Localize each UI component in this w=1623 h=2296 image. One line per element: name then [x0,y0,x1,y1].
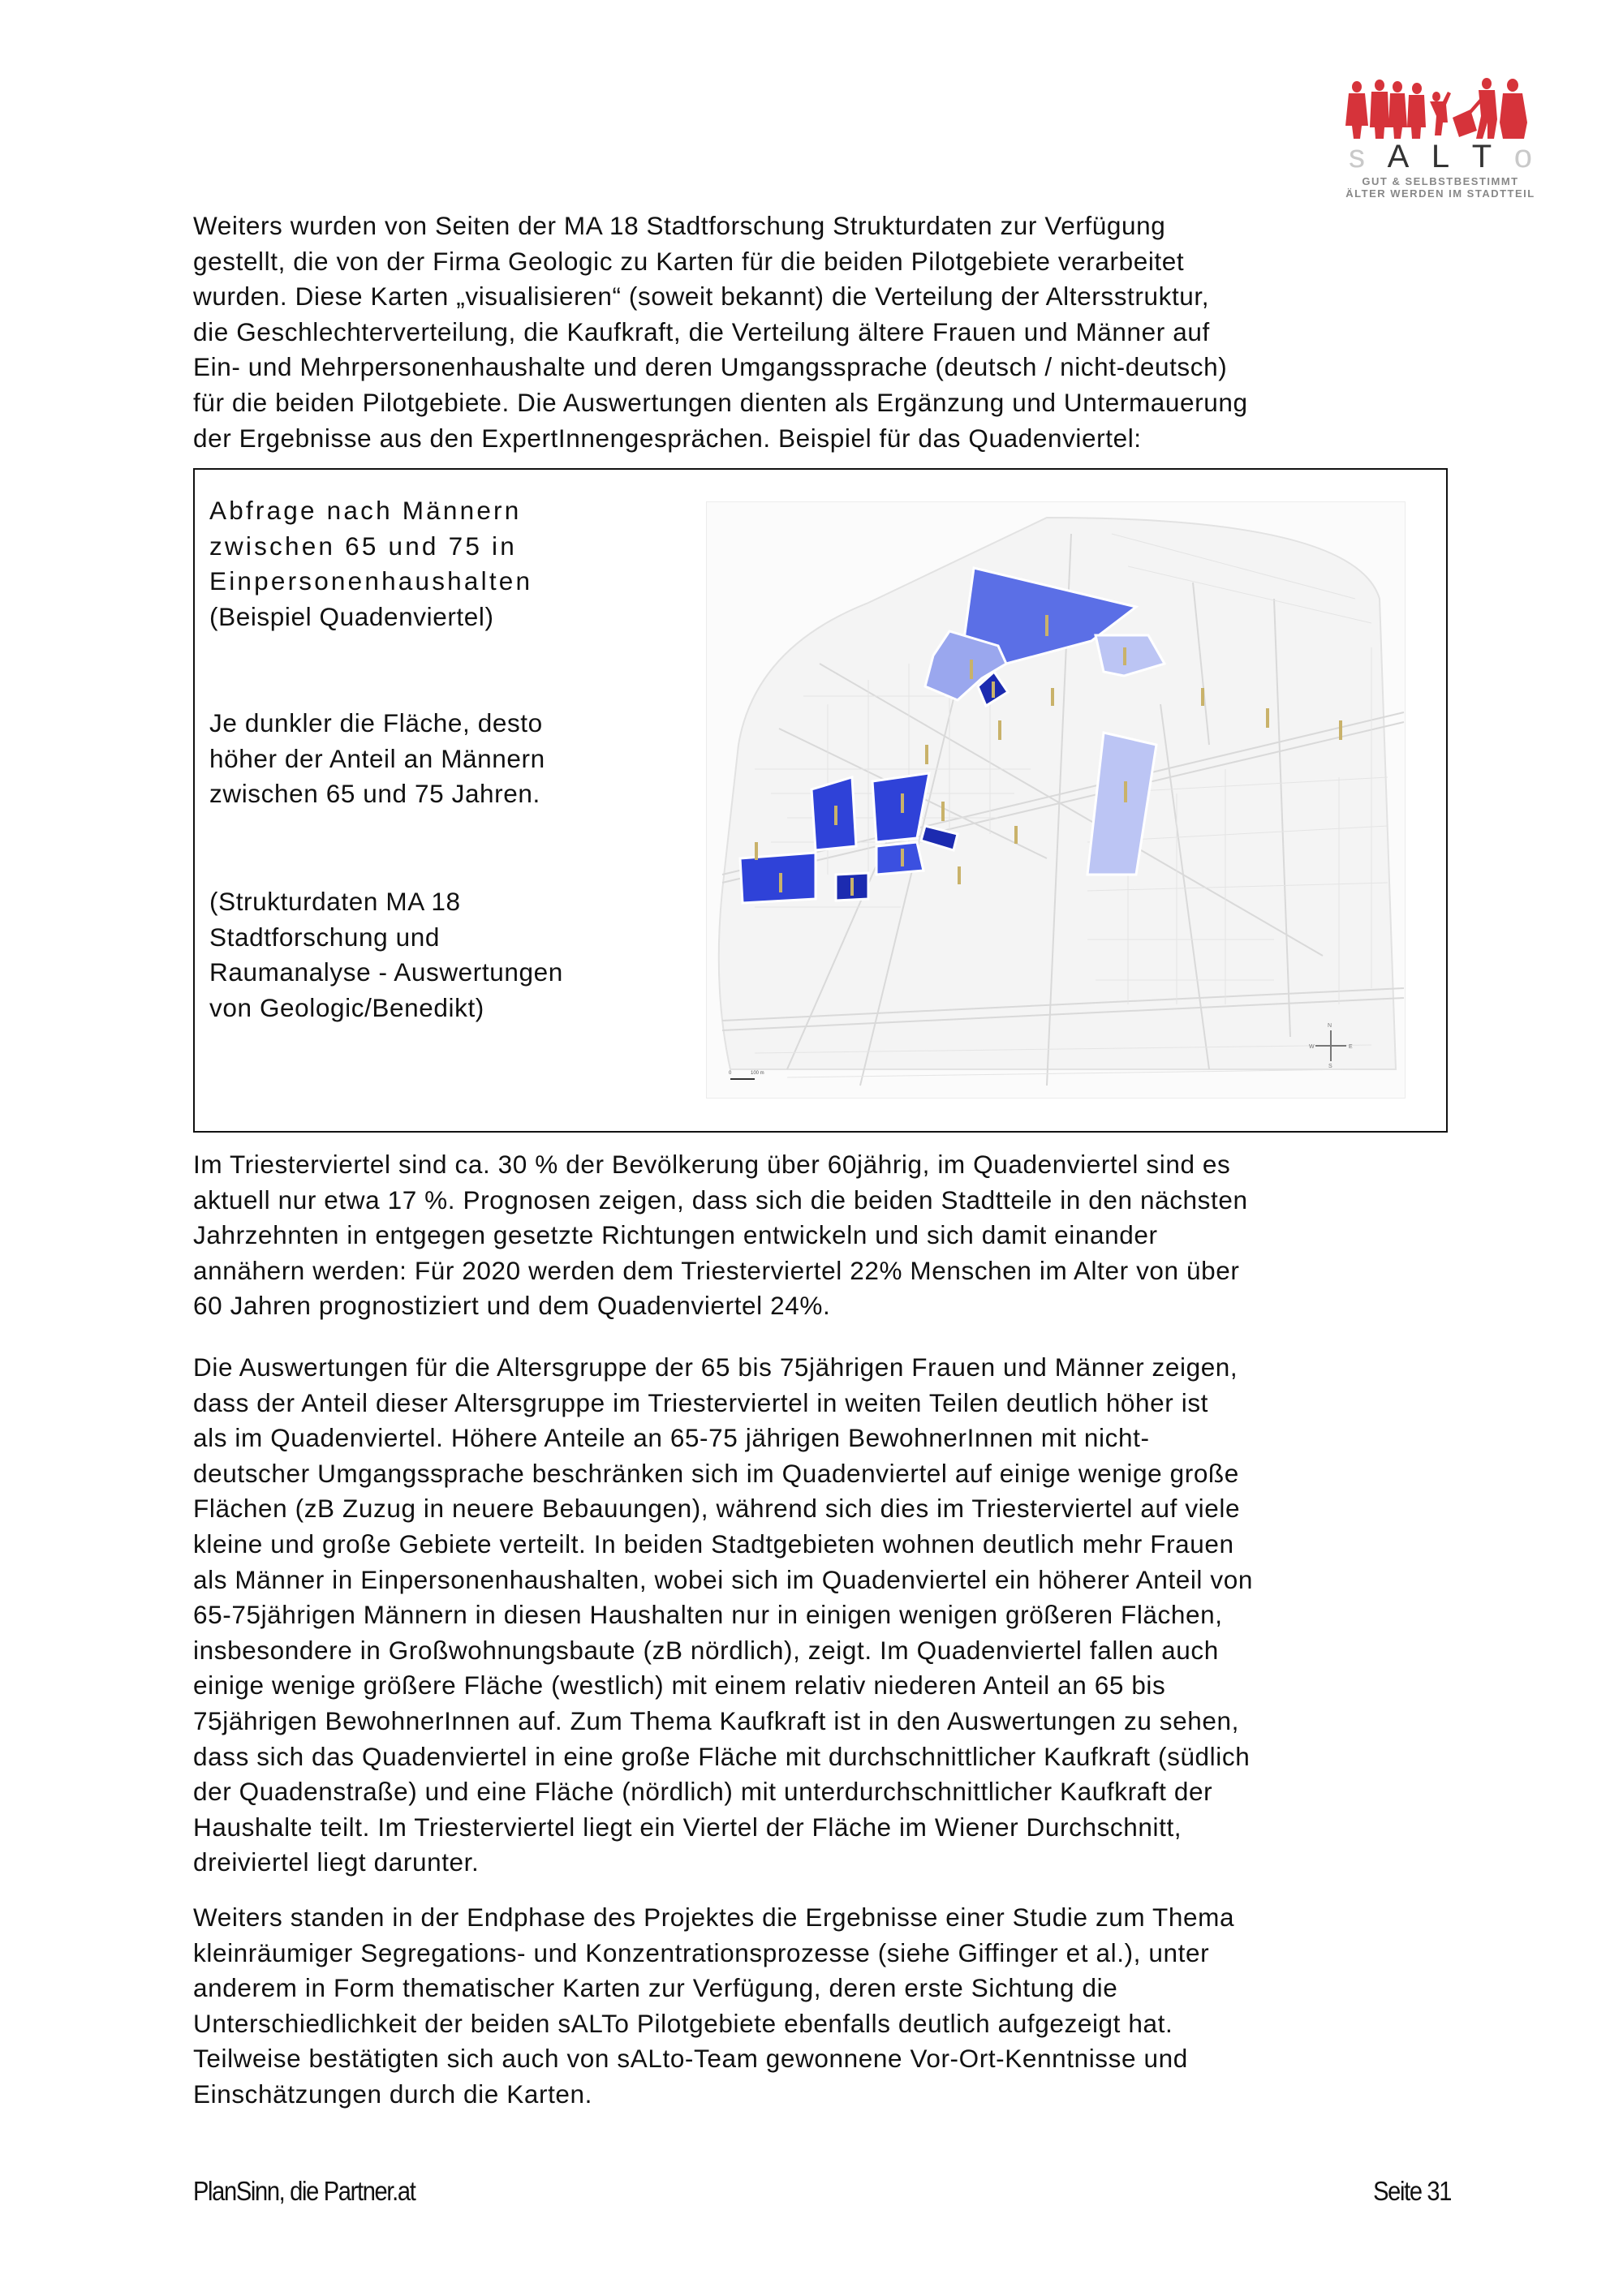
text-line: annähern werden: Für 2020 werden dem Triesterviertel 22% Menschen im Alter von über [193,1255,1240,1285]
figure-caption-title [209,493,696,634]
salto-logo [1339,77,1542,199]
text-line: der Quadenstraße) und eine Fläche (nördlich) mit unterdurchschnittlicher Kaufkraft der [193,1777,1213,1807]
svg-text:W: W [1309,1044,1315,1050]
text-line: der Ergebnisse aus den ExpertInnengesprächen. Beispiel für das Quadenviertel: [193,423,1142,453]
text-line: 60 Jahren prognostiziert und dem Quadenviertel 24%. [193,1291,831,1321]
caption-line: (Beispiel Quadenviertel) [209,601,494,631]
text-line: Im Triesterviertel sind ca. 30 % der Bevölkerung über 60jährig, im Quadenviertel sind es [193,1150,1231,1179]
paragraph-evaluations [193,1350,1459,1881]
text-line: Weiters wurden von Seiten der MA 18 Stadtforschung Strukturdaten zur Verfügung [193,211,1166,240]
text-line: Flächen (zB Zuzug in neuere Bebauungen), während sich dies im Triesterviertel auf viele [193,1494,1241,1524]
text-line: Ein- und Mehrpersonenhaushalte und deren Umgangssprache (deutsch / nicht-deutsch) [193,352,1228,382]
people-silhouettes-icon [1339,77,1542,142]
text-line: dass der Anteil dieser Altersgruppe im Triesterviertel in weiten Teilen deutlich höher ist [193,1387,1209,1417]
text-line: 75jährigen BewohnerInnen auf. Zum Thema Kaufkraft ist in den Auswertungen zu sehen, [193,1705,1239,1735]
text-line: Teilweise bestätigten sich auch von sALto-Team gewonnene Vor-Ort-Kenntnisse und [193,2044,1188,2074]
logo-letter: o [1513,139,1532,174]
text-line: insbesondere in Großwohnungsbaute (zB nördlich), zeigt. Im Quadenviertel fallen auch [193,1635,1219,1665]
text-line: gestellt, die von der Firma Geologic zu Karten für die beiden Pilotgebiete verarbeitet [193,246,1185,276]
svg-text:N: N [1328,1023,1332,1029]
svg-text:S: S [1328,1064,1332,1069]
text-line: für die beiden Pilotgebiete. Die Auswertungen dienten als Ergänzung und Untermauerung [193,387,1248,417]
caption-line: zwischen 65 und 75 in [209,531,517,561]
caption-line: Raumanalyse - Auswertungen [209,957,563,987]
text-line: anderem in Form thematischer Karten zur Verfügung, deren erste Sichtung die [193,1973,1118,2003]
text-line: Weiters standen in der Endphase des Projektes die Ergebnisse einer Studie zum Thema [193,1903,1235,1932]
text-line: dass sich das Quadenviertel in eine große Fläche mit durchschnittlicher Kaufkraft (südlich [193,1741,1251,1771]
text-line: deutscher Umgangssprache beschränken sich im Quadenviertel auf einige wenige große [193,1458,1239,1488]
text-line: als im Quadenviertel. Höhere Anteile an 65-75 jährigen BewohnerInnen mit nicht- [193,1423,1150,1453]
caption-line: höher der Anteil an Männern [209,743,545,773]
paragraph-age-share [193,1147,1459,1324]
footer-publisher: PlanSinn, die Partner.at [193,2176,415,2206]
logo-wordmark [1349,140,1532,173]
svg-text:E: E [1349,1044,1353,1050]
caption-line: Einpersonenhaushalten [209,566,533,596]
figure-caption-legend [209,706,696,812]
text-line: dreiviertel liegt darunter. [193,1847,480,1877]
text-line: die Geschlechterverteilung, die Kaufkraft, die Verteilung ältere Frauen und Männer auf [193,316,1210,346]
svg-text:100 m: 100 m [751,1071,764,1076]
svg-text:0: 0 [729,1071,732,1076]
footer-page-number: Seite 31 [1372,2176,1451,2206]
text-line: Unterschiedlichkeit der beiden sALTo Pilotgebiete ebenfalls deutlich aufgezeigt hat. [193,2008,1173,2038]
caption-line: zwischen 65 und 75 Jahren. [209,779,540,809]
text-line: Haushalte teilt. Im Triesterviertel liegt ein Viertel der Fläche im Wiener Durchschnitt, [193,1812,1182,1842]
text-line: 65-75jährigen Männern in diesen Haushalten nur in einigen wenigen größeren Flächen, [193,1600,1223,1630]
logo-letter: A [1387,139,1410,174]
figure-caption-source [209,884,696,1025]
text-line: Einschätzungen durch die Karten. [193,2079,593,2109]
text-line: aktuell nur etwa 17 %. Prognosen zeigen, dass sich die beiden Stadtteile in den nächsten [193,1185,1248,1215]
text-line: wurden. Diese Karten „visualisieren“ (soweit bekannt) die Verteilung der Altersstruktur, [193,282,1210,312]
district-map-image [706,501,1406,1099]
caption-line: Stadtforschung und [209,922,440,952]
caption-line: von Geologic/Benedikt) [209,992,484,1022]
logo-tagline-1: GUT & SELBSTBESTIMMT [1362,175,1519,187]
text-line: als Männer in Einpersonenhaushalten, wobei sich im Quadenviertel ein höherer Anteil von [193,1564,1253,1594]
caption-line: Je dunkler die Fläche, desto [209,708,543,737]
text-line: kleinräumiger Segregations- und Konzentrationsprozesse (siehe Giffinger et al.), unter [193,1937,1210,1967]
text-line: kleine und große Gebiete verteilt. In beiden Stadtgebieten wohnen deutlich mehr Frauen [193,1529,1234,1559]
text-line: Die Auswertungen für die Altersgruppe der 65 bis 75jährigen Frauen und Männer zeigen, [193,1352,1238,1382]
quadenviertel-map [706,501,1406,1099]
paragraph-segregation-study [193,1900,1459,2113]
logo-letter: L [1431,139,1450,174]
logo-tagline-2: ÄLTER WERDEN IM STADTTEIL [1345,187,1535,200]
caption-line: Abfrage nach Männern [209,496,522,525]
paragraph-intro [193,209,1459,456]
caption-line: (Strukturdaten MA 18 [209,887,461,916]
logo-letter: T [1471,139,1492,174]
text-line: Jahrzehnten in entgegen gesetzte Richtungen entwickeln und sich damit einander [193,1220,1158,1250]
logo-letter: s [1349,139,1365,174]
text-line: einige wenige größere Fläche (westlich) mit einem relativ niederen Anteil an 65 bis [193,1670,1166,1701]
